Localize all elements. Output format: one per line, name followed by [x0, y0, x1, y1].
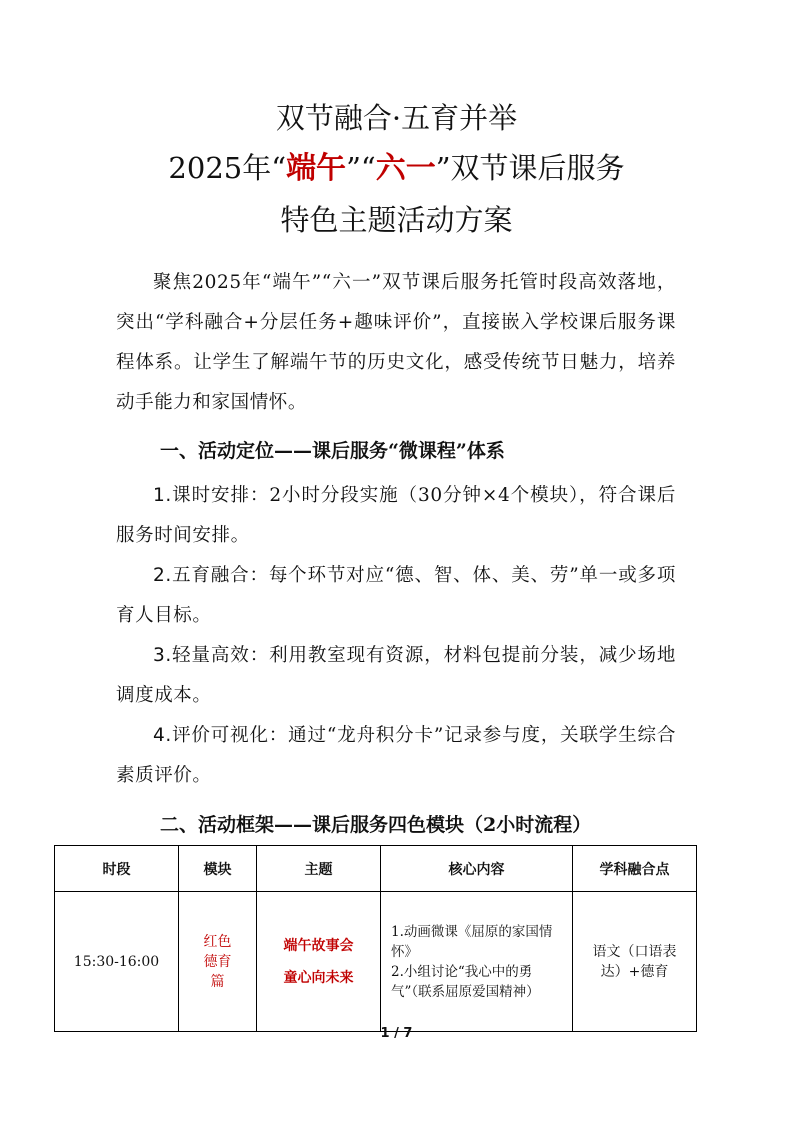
title-quote: “	[360, 151, 376, 185]
item-label: 3.轻量高效	[153, 645, 250, 666]
title-duanwu: 端午	[286, 151, 347, 186]
column-header: 模块	[179, 846, 257, 892]
item-sep: ：	[268, 725, 289, 746]
item-text: 利用教室现有资源，材料包提前分装，减少场地调度成本。	[116, 645, 676, 706]
column-header: 主题	[257, 846, 381, 892]
doc-title-line3: 特色主题活动方案	[280, 203, 513, 237]
item-sep: ：	[249, 645, 270, 666]
title-quote: ”	[346, 151, 361, 185]
title-quote: “	[271, 151, 287, 185]
item-label: 1.课时安排	[153, 485, 250, 506]
module-line: 德育	[203, 953, 232, 970]
subject-cell: 语文（口语表达）+德育	[573, 892, 697, 1032]
title-quote: ”	[435, 151, 451, 185]
item-text: 通过“龙舟积分卡”记录参与度，关联学生综合素质评价。	[116, 725, 676, 786]
item-label: 2.五育融合	[153, 565, 250, 586]
core-line: 1.动画微课《屈原的家国情怀》	[391, 923, 553, 960]
item-label: 4.评价可视化	[153, 725, 269, 746]
column-header: 时段	[55, 846, 179, 892]
theme-cell	[257, 892, 381, 1032]
list-item	[116, 476, 676, 556]
core-content-cell	[381, 892, 573, 1032]
column-header: 学科融合点	[573, 846, 697, 892]
doc-title-line2	[0, 148, 793, 189]
theme-line: 端午故事会	[283, 937, 354, 954]
section1-heading: 一、活动定位——课后服务“微课程”体系	[160, 440, 505, 462]
table-header-row	[55, 846, 697, 892]
item-text: 2小时分段实施（30分钟×4个模块），符合课后服务时间安排。	[116, 485, 676, 546]
core-line: 2.小组讨论“我心中的勇气”（联系屈原爱国精神）	[391, 963, 540, 1000]
module-line: 红色	[203, 933, 232, 950]
time-cell: 15:30-16:00	[55, 892, 179, 1032]
module-line: 篇	[210, 973, 225, 990]
item-text: 每个环节对应“德、智、体、美、劳”单一或多项育人目标。	[116, 565, 676, 626]
page-number: 1 / 7	[380, 1026, 413, 1041]
table-row	[55, 892, 697, 1032]
list-item	[116, 636, 676, 716]
section2-heading: 二、活动框架——课后服务四色模块（2小时流程）	[160, 814, 592, 836]
doc-title-line1: 双节融合·五育并举	[275, 101, 518, 135]
list-item	[116, 556, 676, 636]
schedule-table	[54, 845, 697, 1032]
module-cell	[179, 892, 257, 1032]
theme-line: 童心向未来	[283, 969, 354, 986]
item-sep: ：	[249, 565, 269, 586]
intro-paragraph: 聚焦2025年“端午”“六一”双节课后服务托管时段高效落地，突出“学科融合+分层任务+趣味评价”，直接嵌入学校课后服务课程体系。让学生了解端午节的历史文化，感受传统节日魅力，培养动手能力和家国情怀。	[116, 272, 676, 413]
title-rest: 双节课后服务	[450, 151, 625, 185]
title-liuyi: 六一	[375, 151, 436, 186]
item-sep: ：	[249, 485, 270, 506]
title-year: 2025年	[168, 151, 272, 185]
list-item	[116, 716, 676, 796]
column-header: 核心内容	[381, 846, 573, 892]
